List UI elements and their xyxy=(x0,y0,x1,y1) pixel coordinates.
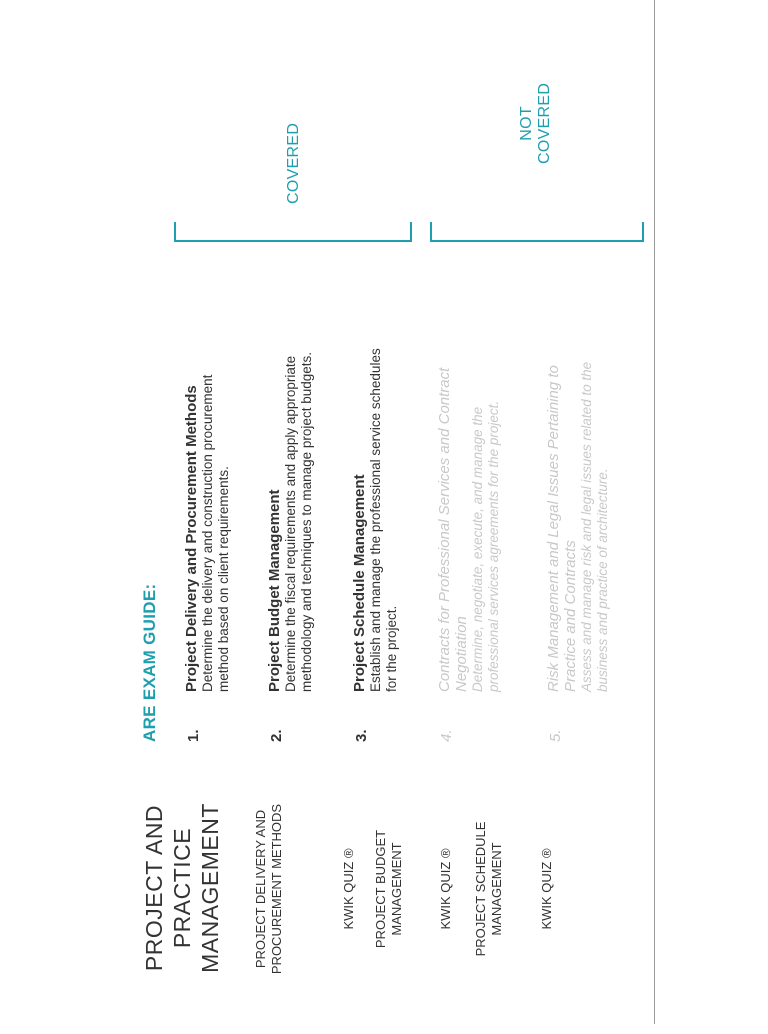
link-line: MANAGEMENT xyxy=(489,842,504,936)
item-title: Risk Management and Legal Issues Pertaining to xyxy=(545,365,562,692)
item-title: Contracts for Professional Services and Contract xyxy=(436,367,453,692)
guide-item-4 xyxy=(436,252,501,692)
item-desc: Establish and manage the professional service schedules xyxy=(368,348,383,692)
label-line: COVERED xyxy=(536,82,553,164)
link-line: PROJECT DELIVERY AND xyxy=(253,809,268,969)
item-desc: Assess and manage risk and legal issues related to the xyxy=(579,361,594,692)
sidebar-link-delivery[interactable] xyxy=(253,744,285,1034)
sidebar-link-budget[interactable] xyxy=(373,744,405,1034)
sidebar-link-schedule[interactable] xyxy=(473,744,505,1034)
covered-bracket xyxy=(176,220,410,242)
item-desc: methodology and techniques to manage project budgets. xyxy=(298,352,314,692)
link-line: KWIK QUIZ ® xyxy=(341,848,356,930)
label-line: NOT xyxy=(518,106,535,141)
link-line: PROJECT BUDGET xyxy=(373,829,388,949)
item-title: Project Schedule Management xyxy=(351,474,368,692)
covered-label: COVERED xyxy=(285,122,302,204)
sidebar-link-quiz-3[interactable] xyxy=(539,744,555,1034)
guide-item-3 xyxy=(351,252,399,692)
item-desc: business and practice of architecture. xyxy=(594,468,610,692)
item-title: Project Delivery and Procurement Methods xyxy=(183,385,200,692)
item-desc: for the project. xyxy=(383,605,399,692)
title-line: PROJECT AND xyxy=(141,804,167,972)
sidebar-link-quiz-2[interactable] xyxy=(438,744,454,1034)
item-desc: method based on client requirements. xyxy=(215,466,231,692)
item-title: Practice and Contracts xyxy=(562,540,579,692)
title-line: PRACTICE xyxy=(169,827,195,949)
sidebar-link-quiz-1[interactable] xyxy=(341,744,357,1034)
item-number: 1. xyxy=(185,729,202,742)
guide-item-5 xyxy=(545,252,610,692)
link-line: KWIK QUIZ ® xyxy=(438,848,453,930)
not-covered-label xyxy=(518,83,554,164)
section-title xyxy=(140,778,224,998)
item-number: 4. xyxy=(438,729,455,742)
item-desc: Determine, negotiate, execute, and manage the xyxy=(470,406,485,692)
item-desc: Determine the fiscal requirements and apply appropriate xyxy=(283,355,298,692)
item-number: 5. xyxy=(547,729,564,742)
title-line: MANAGEMENT xyxy=(197,803,223,973)
item-title: Project Budget Management xyxy=(266,489,283,692)
link-line: PROJECT SCHEDULE xyxy=(473,821,488,957)
item-number: 2. xyxy=(268,729,285,742)
not-covered-bracket xyxy=(432,220,642,242)
item-desc: professional services agreements for the project. xyxy=(485,400,501,692)
link-line: MANAGEMENT xyxy=(389,842,404,936)
item-desc: Determine the delivery and construction procurement xyxy=(200,374,215,692)
item-number: 3. xyxy=(353,729,370,742)
link-line: KWIK QUIZ ® xyxy=(539,848,554,930)
link-line: PROCUREMENT METHODS xyxy=(269,803,284,975)
exam-guide-heading: ARE EXAM GUIDE: xyxy=(140,583,159,742)
sidebar-divider xyxy=(654,0,655,1024)
item-title: Negotiation xyxy=(453,616,470,692)
guide-item-2 xyxy=(266,252,314,692)
guide-item-1 xyxy=(183,272,231,692)
